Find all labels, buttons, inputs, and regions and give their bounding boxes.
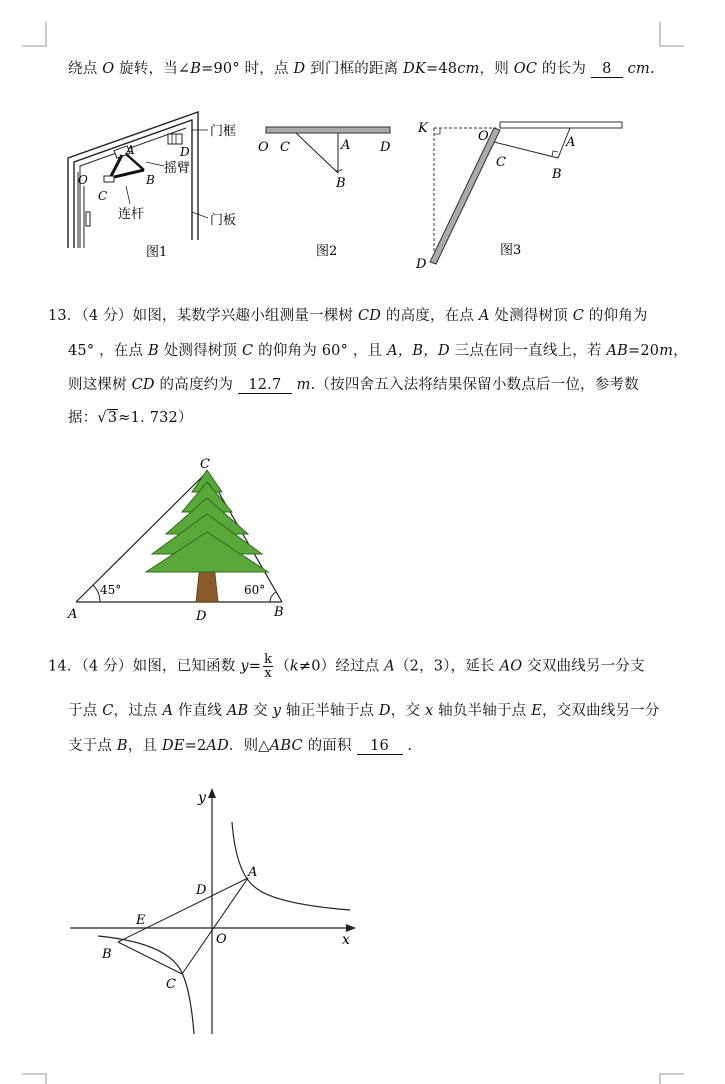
svg-text:K: K xyxy=(418,121,428,136)
figure-5-hyperbola xyxy=(60,782,360,1038)
svg-text:B: B xyxy=(552,167,562,182)
figure-1-door xyxy=(60,100,260,270)
svg-text:E: E xyxy=(136,913,146,928)
svg-text:y: y xyxy=(198,790,206,806)
label-menkuang: 门框 xyxy=(210,124,237,139)
figure-1-caption: 图1 xyxy=(146,245,168,260)
svg-text:45°: 45° xyxy=(100,583,122,597)
svg-text:A: A xyxy=(248,865,258,880)
figure-4-tree xyxy=(62,452,302,630)
svg-text:A: A xyxy=(126,143,135,157)
label-menban: 门板 xyxy=(210,213,237,228)
svg-text:O: O xyxy=(216,932,227,947)
svg-text:60°: 60° xyxy=(244,583,266,597)
svg-text:D: D xyxy=(180,145,190,159)
figure-3 xyxy=(410,112,630,272)
svg-text:D: D xyxy=(196,609,207,624)
q14-line-1: 14．（4 分）如图，已知函数 y= $\frac{k}{x}$ （k≠0）经过点 A（2，3），延长 AO 交双曲线另一分支 xyxy=(48,652,645,681)
q14-line-2: 于点 C，过点 A 作直线 AB 交 y 轴正半轴于点 D，交 x 轴负半轴于点 E，交双曲线另一分 xyxy=(68,703,660,719)
q13-line-4: 据：√3≈1. 732） xyxy=(68,410,193,426)
figure-3-caption: 图3 xyxy=(500,243,522,258)
svg-text:A: A xyxy=(341,138,351,153)
figure-2-caption: 图2 xyxy=(316,244,338,259)
svg-text:O: O xyxy=(478,129,489,144)
q14-answer: 16 xyxy=(357,738,403,755)
svg-text:x: x xyxy=(342,932,350,948)
q13-line-3: 则这棵树 CD 的高度约为 12.7 m.（按四舍五入法将结果保留小数点后一位，参考数 xyxy=(68,377,639,393)
svg-text:B: B xyxy=(146,173,155,187)
label-lianggan: 连杆 xyxy=(118,207,145,222)
svg-text:A: A xyxy=(566,135,576,150)
q12-line: 绕点 O 旋转，当∠B=90° 时，点 D 到门框的距离 DK=48cm，则 OC 的长为 8 cm. xyxy=(68,61,655,77)
svg-text:B: B xyxy=(274,605,284,620)
q13-line-2: 45° ，在点 B 处测得树顶 C 的仰角为 60° ，且 A，B，D 三点在同一直线上，若 AB=20m， xyxy=(68,343,688,359)
figure-2 xyxy=(250,115,410,260)
svg-text:C: C xyxy=(280,140,290,155)
q13-line-1: 13．（4 分）如图，某数学兴趣小组测量一棵树 CD 的高度，在点 A 处测得树顶 C 的仰角为 xyxy=(48,308,648,324)
svg-text:D: D xyxy=(416,257,427,272)
svg-text:C: C xyxy=(166,977,176,992)
svg-text:B: B xyxy=(102,947,112,962)
svg-text:C: C xyxy=(98,189,108,203)
svg-text:D: D xyxy=(380,140,391,155)
svg-text:A: A xyxy=(68,607,78,622)
label-yaobi: 摇臂 xyxy=(164,161,191,176)
q12-answer: 8 xyxy=(591,61,623,78)
q14-line-3: 支于点 B，且 DE=2AD．则△ABC 的面积 16 . xyxy=(68,738,413,754)
svg-text:B: B xyxy=(336,176,346,191)
svg-text:C: C xyxy=(200,457,210,472)
svg-text:O: O xyxy=(258,140,269,155)
svg-text:D: D xyxy=(196,883,207,898)
q13-answer: 12.7 xyxy=(238,377,292,394)
svg-text:C: C xyxy=(496,155,506,170)
svg-text:O: O xyxy=(78,173,88,187)
fraction-k-over-x: $\frac{k}{x}$ xyxy=(264,652,273,681)
